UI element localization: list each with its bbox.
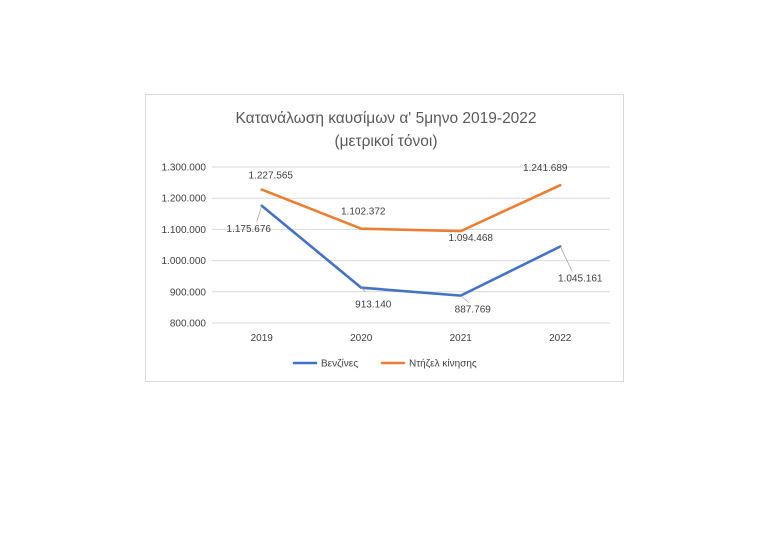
data-label: 887.769 xyxy=(454,304,491,316)
x-tick-label: 2019 xyxy=(250,333,273,344)
data-label: 913.140 xyxy=(355,299,392,311)
chart-frame xyxy=(145,94,624,382)
y-axis xyxy=(162,163,207,330)
data-label: 1.094.468 xyxy=(448,233,493,245)
y-tick-label: 1.200.000 xyxy=(161,193,206,205)
y-tick-label: 800.000 xyxy=(169,318,206,330)
data-label: 1.102.372 xyxy=(341,206,386,218)
chart-title-line-2: (μετρικοί τόνοι) xyxy=(334,133,438,150)
y-tick-label: 1.300.000 xyxy=(161,162,206,174)
data-label: 1.045.161 xyxy=(558,273,603,285)
legend-label-2: Ντήζελ κίνησης xyxy=(409,358,477,370)
leader-line xyxy=(560,247,572,272)
data-label: 1.241.689 xyxy=(523,163,568,175)
x-tick-label: 2021 xyxy=(449,333,472,344)
series-line-2 xyxy=(262,185,561,231)
y-tick-label: 900.000 xyxy=(169,287,206,299)
data-label-leaders xyxy=(257,206,573,303)
y-tick-label: 1.000.000 xyxy=(161,256,206,268)
legend xyxy=(294,358,477,370)
leader-line xyxy=(257,206,262,222)
y-tick-label: 1.100.000 xyxy=(161,224,206,236)
data-label: 1.175.676 xyxy=(226,223,271,235)
line-chart xyxy=(146,95,625,383)
x-tick-label: 2020 xyxy=(350,333,373,344)
x-axis xyxy=(251,333,572,344)
x-tick-label: 2022 xyxy=(549,333,572,344)
chart-title-line-1: Κατανάλωση καυσίμων α' 5μηνο 2019-2022 xyxy=(235,110,537,127)
legend-label-1: Βενζίνες xyxy=(321,358,359,370)
series-line-1 xyxy=(262,206,561,296)
data-label: 1.227.565 xyxy=(248,170,293,182)
leader-line xyxy=(461,296,469,303)
series-lines xyxy=(262,185,561,295)
